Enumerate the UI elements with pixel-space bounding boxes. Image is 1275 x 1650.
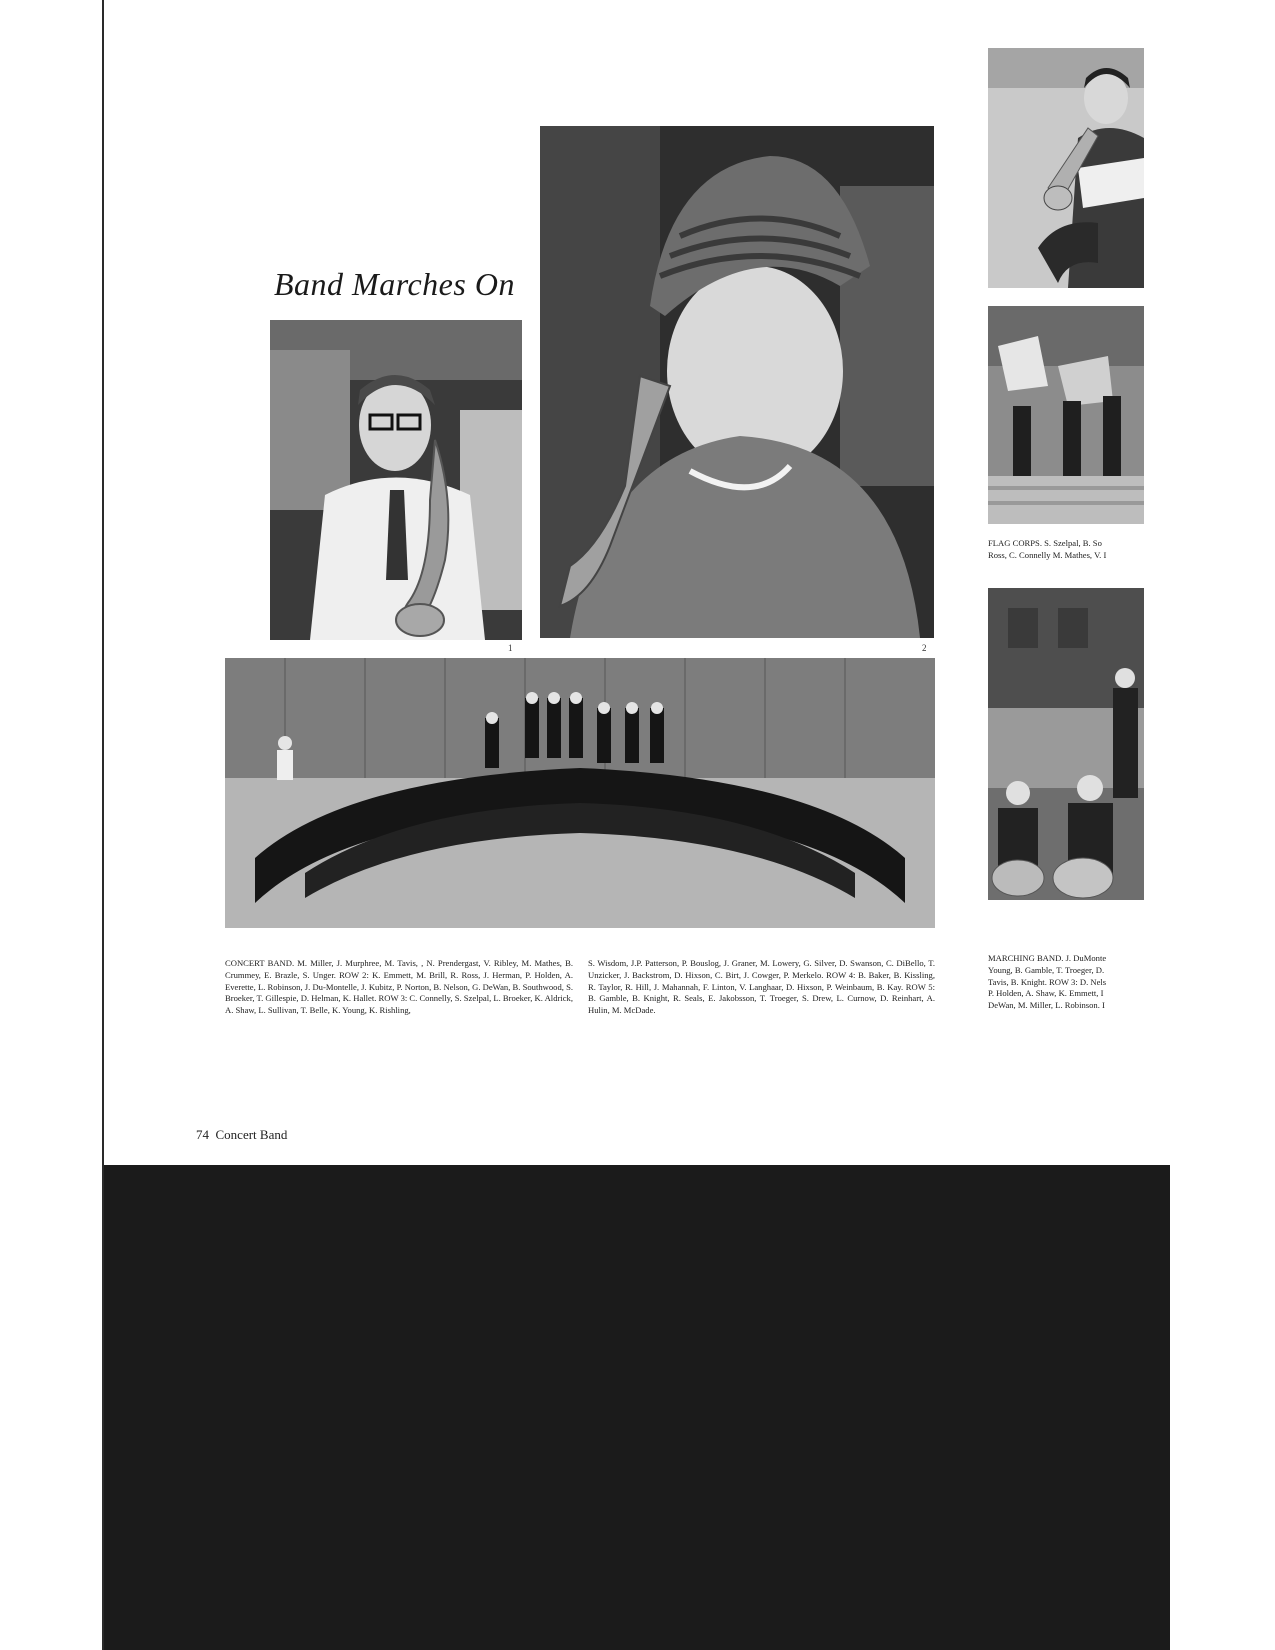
page-title: Band Marches On: [274, 266, 515, 302]
photo-woman-with-hat-saxophone: [540, 126, 934, 638]
photo-marker-2: 2: [922, 643, 927, 653]
page-left-border: [0, 0, 104, 1650]
caption-concert-band-col2: S. Wisdom, J.P. Patterson, P. Bouslog, J. Graner, M. Lowery, G. Silver, D. Swanson, C. DiBello, T. Unzicker, J. Backstrom, D. Hixson, C. Birt, J. Cowger, P. Merkelo. ROW 4: B. Baker, B. Kissling, R. Taylor, R. Hill, J. Mahannah, F. Linton, V. Langhaar, D. Hixson, P. Weinbaum, B. Kay. ROW 5: B. Gamble, B. Knight, R. Seals, E. Jakobsson, T. Troeger, S. Drew, L. Curnow, D. Reinhart, A. Hulin, M. McDade.: [588, 958, 935, 1016]
scan-black-area: [104, 1165, 1170, 1650]
caption-line: DeWan, M. Miller, L. Robinson. I: [988, 1000, 1105, 1011]
page-right-margin: [1170, 0, 1275, 1650]
photo-saxophone-player: [270, 320, 522, 640]
page-folio: [196, 1127, 287, 1143]
caption-line: P. Holden, A. Shaw, K. Emmett, I: [988, 988, 1104, 999]
photo-marker-1: 1: [508, 643, 513, 653]
caption-line: FLAG CORPS. S. Szelpal, B. So: [988, 538, 1102, 548]
caption-marching-band: [988, 953, 1148, 1012]
caption-flag-corps: [988, 538, 1148, 562]
caption-line: MARCHING BAND. J. DuMonte: [988, 953, 1107, 963]
section-name: Concert Band: [215, 1127, 288, 1142]
photo-concert-band-group: [225, 658, 935, 928]
caption-line: Young, B. Gamble, T. Troeger, D.: [988, 964, 1105, 975]
page-number: 74: [196, 1127, 209, 1142]
caption-concert-band-col1: CONCERT BAND. M. Miller, J. Murphree, M. Tavis, , N. Prendergast, V. Ribley, M. Mathes, B. Crummey, E. Brazle, S. Unger. ROW 2: K. Emmett, M. Brill, R. Ross, J. Herman, P. Holden, A. Everette, L. Robinson, J. Du-Montelle, J. Kubitz, P. Norton, B. Nelson, G. DeWan, B. Southwood, S. Broeker, T. Gillespie, D. Helman, K. Hallet. ROW 3: C. Connelly, S. Szelpal, L. Broeker, K. Aldrick, A. Shaw, L. Sullivan, T. Belle, K. Young, K. Rishling,: [225, 958, 573, 1016]
photo-trumpet-player: [988, 48, 1144, 288]
caption-line: Ross, C. Connelly M. Mathes, V. I: [988, 549, 1107, 560]
caption-line: Tavis, B. Knight. ROW 3: D. Nels: [988, 976, 1107, 987]
photo-marching-band: [988, 588, 1144, 900]
photo-flag-corps: [988, 306, 1144, 524]
